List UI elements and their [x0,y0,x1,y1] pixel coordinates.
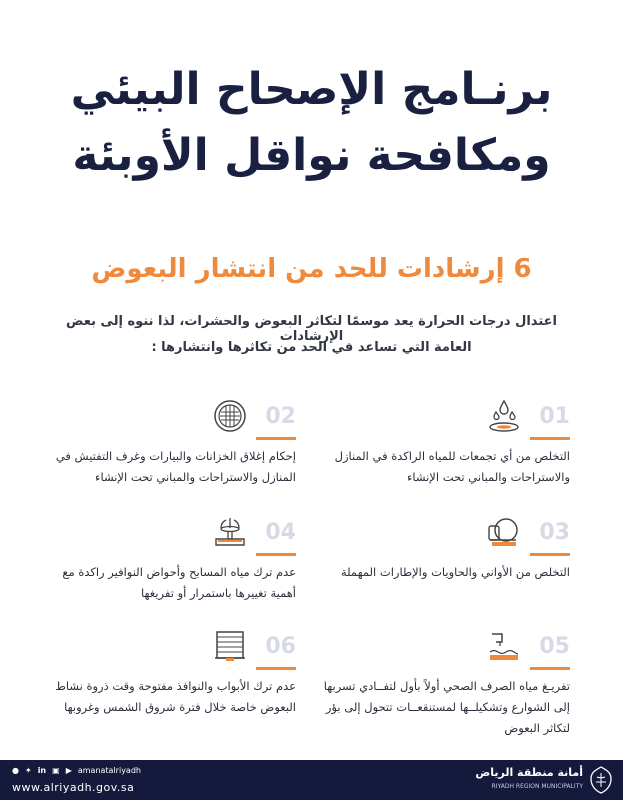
tip-item-4 [46,514,296,624]
tip-item-5 [320,628,570,738]
social-links [12,766,141,775]
accent-bar [530,667,570,670]
tip-text: عدم ترك الأبواب والنوافذ مفتوحة وقت ذروة نشاط البعوض خاصة خلال فترة شروق الشمس وغروبها [55,679,296,714]
youtube-icon[interactable]: ▶ [65,766,72,775]
instagram-icon[interactable]: ▣ [52,766,60,775]
snapchat-icon[interactable]: ● [12,766,19,775]
tip-number: 01 [539,404,570,429]
page-title-line2: ومكافحة نواقل الأوبئة [72,130,551,181]
tip-item-3 [320,514,570,624]
accent-bar [256,667,296,670]
twitter-icon[interactable]: ✦ [24,766,32,775]
brand-name-arabic: أمانة منطقة الرياض [475,766,583,779]
website-link[interactable]: www.alriyadh.gov.sa [12,781,135,794]
page-title-line1: برنـامج الإصحاح البيئي [70,64,553,115]
intro-line1: اعتدال درجات الحرارة يعد موسمًا لتكاثر البعوض والحشرات، لذا ننوه إلى بعض الإرشادات [66,314,557,344]
tip-text: التخلص من أي تجمعات للمياه الراكدة في المنازل والاستراحات والمباني تحت الإنشاء [334,449,570,484]
tip-number: 04 [265,520,296,545]
accent-bar [530,437,570,440]
linkedin-icon[interactable]: in [37,766,47,775]
accent-bar [530,553,570,556]
municipality-logo-icon [587,765,615,795]
subtitle: 6 إرشادات للحد من انتشار البعوض [91,254,532,284]
tip-text: التخلص من الأواني والحاويات والإطارات المهملة [340,565,570,579]
tip-text: تفريـغ مياه الصرف الصحي أولاً بأول لتفــادي تسربها إلى الشوارع وتشكيلــها لمستنقعــات تتحول إلى بؤر لتكاثر البعوض [323,679,570,735]
tip-number: 05 [539,634,570,659]
tip-text: إحكام إغلاق الخزانات والبيارات وغرف التفتيش في المنازل والاستراحات والمباني تحت الإنشاء [55,449,296,484]
fountain-icon [212,514,248,550]
brand-name-english: RIYADH REGION MUNICIPALITY [491,783,583,790]
tip-item-6 [46,628,296,738]
tip-text: عدم ترك مياه المسابح وأحواض النوافير راكدة مع أهمية تغييرها باستمرار أو تفريغها [62,565,296,600]
window-blinds-icon [212,628,248,664]
tip-number: 06 [265,634,296,659]
tip-number: 02 [265,404,296,429]
sewage-pipe-icon [486,628,522,664]
accent-bar [256,553,296,556]
tip-item-1 [320,398,570,508]
social-handle[interactable]: amanatalriyadh [77,766,141,775]
dishes-icon [486,514,522,550]
tip-number: 03 [539,520,570,545]
intro-line2: العامة التي تساعد في الحد من تكاثرها وانتشارها : [151,340,472,355]
footer [0,760,623,800]
accent-bar [256,437,296,440]
tip-item-2 [46,398,296,508]
manhole-cover-icon [212,398,248,434]
water-drops-icon [486,398,522,434]
